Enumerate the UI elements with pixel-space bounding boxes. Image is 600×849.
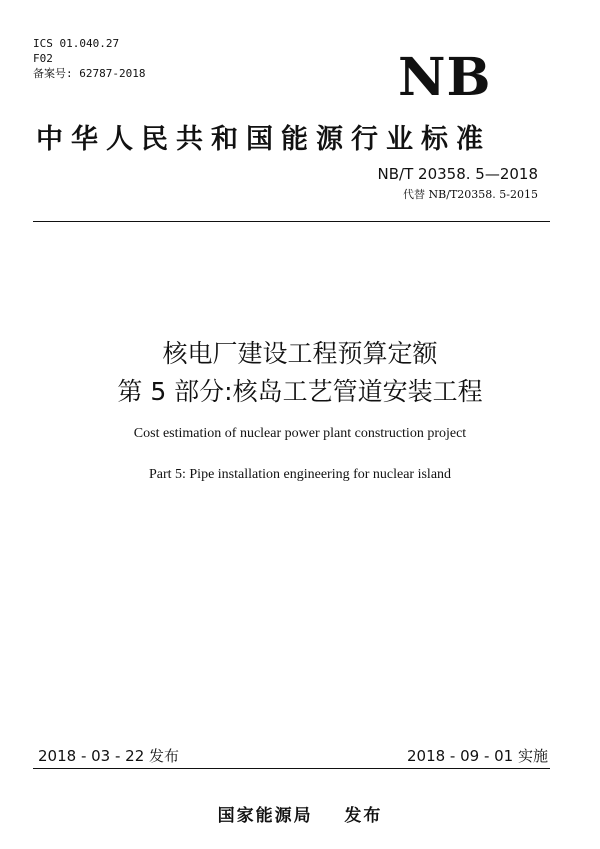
title-chinese-line-2: 第 5 部分:核岛工艺管道安装工程 <box>117 377 483 406</box>
replaces-standard: 代替 NB/T20358. 5-2015 <box>403 188 538 201</box>
top-divider <box>33 221 550 222</box>
filing-number: 备案号: 62787-2018 <box>33 67 146 80</box>
publisher: 国家能源局 发布 <box>217 806 383 826</box>
classification-block <box>33 36 145 81</box>
standard-number: NB/T 20358. 5—2018 <box>377 165 538 183</box>
standard-type-heading: 中华人民共和国能源行业标准 <box>36 124 491 155</box>
issue-date: 2018 - 03 - 22 发布 <box>38 747 180 765</box>
title-english-line-1: Cost estimation of nuclear power plant construction project <box>133 426 467 441</box>
ics-code: ICS 01.040.27 <box>33 37 120 50</box>
ccs-code: F02 <box>33 52 53 65</box>
bottom-divider <box>33 768 550 769</box>
implementation-date: 2018 - 09 - 01 实施 <box>406 747 548 765</box>
title-chinese-line-1: 核电厂建设工程预算定额 <box>162 339 438 368</box>
title-english-line-2: Part 5: Pipe installation engineering for nuclear island <box>148 467 452 482</box>
nb-logo: NB <box>398 47 492 108</box>
